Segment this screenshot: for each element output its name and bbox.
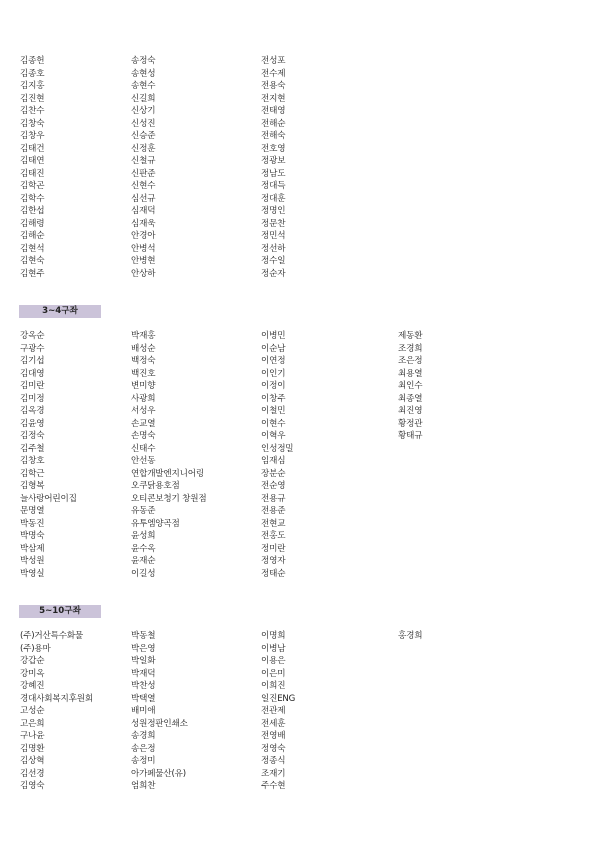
donor-name: 황태규 — [398, 431, 423, 441]
donor-name: 김명환 — [20, 743, 45, 754]
donor-name: 박영실 — [20, 568, 45, 579]
donor-name: 이현수 — [261, 418, 286, 429]
donor-section-3 — [0, 630, 600, 793]
donor-name: 오티콘보청기 창원점 — [131, 493, 207, 504]
donor-name: 강갑순 — [20, 656, 45, 666]
donor-name: 연합개발엔지니어링 — [131, 468, 204, 479]
donor-name: 김정숙 — [20, 431, 45, 441]
donor-name: 조은정 — [398, 356, 423, 366]
donor-name: 김미정 — [20, 393, 45, 404]
donor-name: 전성포 — [261, 56, 286, 66]
donor-row — [0, 693, 600, 706]
donor-name: 정순자 — [261, 268, 286, 279]
donor-name: 이용은 — [261, 656, 286, 666]
donor-name: 김대영 — [20, 368, 45, 379]
donor-row — [0, 380, 600, 393]
donor-name: 이병민 — [261, 331, 286, 341]
donor-name: 백진호 — [131, 368, 156, 379]
donor-row — [0, 493, 600, 506]
donor-name: 문명열 — [20, 506, 45, 516]
donor-name: 박명숙 — [20, 531, 45, 541]
donor-name: 김현석 — [20, 243, 45, 254]
donor-name: 신철규 — [131, 156, 156, 166]
donor-name: 정문찬 — [261, 218, 286, 229]
donor-name: 심재욱 — [131, 218, 156, 229]
donor-name: 최용열 — [398, 368, 423, 379]
donor-name: 전해순 — [261, 118, 286, 129]
donor-name: 늘사랑어린이집 — [20, 493, 77, 504]
donor-name: 안병석 — [131, 243, 156, 254]
donor-name: 김형복 — [20, 481, 45, 491]
donor-name: 전해숙 — [261, 131, 286, 141]
donor-name: 강미옥 — [20, 668, 45, 679]
donor-name: 손교열 — [131, 418, 156, 429]
donor-name: 제동환 — [398, 331, 423, 341]
donor-name: 안경아 — [131, 231, 156, 241]
donor-name: 신태수 — [131, 443, 156, 454]
donor-name: 고성순 — [20, 706, 45, 716]
donor-name: 일진ENG — [261, 693, 296, 704]
donor-row — [0, 518, 600, 531]
donor-row — [0, 193, 600, 206]
donor-row — [0, 130, 600, 143]
donor-name: 정종식 — [261, 756, 286, 766]
donor-name: 이길성 — [131, 568, 156, 579]
donor-name: 전태영 — [261, 106, 286, 116]
donor-name: 김현주 — [20, 268, 45, 279]
donor-name: 정남도 — [261, 168, 286, 179]
donor-row — [0, 655, 600, 668]
donor-name: 전용준 — [261, 506, 286, 516]
donor-name: 배미애 — [131, 706, 156, 716]
donor-row — [0, 268, 600, 281]
donor-name: 경대사회복지후원회 — [20, 693, 93, 704]
donor-name: 최종열 — [398, 393, 423, 404]
donor-name: 전홍도 — [261, 531, 286, 541]
donor-name: 정대득 — [261, 181, 286, 191]
donor-name: 김태연 — [20, 156, 45, 166]
donor-name: 손명숙 — [131, 431, 156, 441]
donor-name: 정대훈 — [261, 193, 286, 204]
donor-name: 박성원 — [20, 556, 45, 566]
donor-row — [0, 168, 600, 181]
donor-name: 아가페물산(유) — [131, 768, 186, 779]
donor-row — [0, 730, 600, 743]
donor-name: 김창숙 — [20, 118, 45, 129]
donor-name: 이병남 — [261, 643, 286, 654]
donor-row — [0, 105, 600, 118]
donor-name: 전지현 — [261, 93, 286, 104]
donor-name: 엄희찬 — [131, 781, 156, 791]
donor-name: 윤성희 — [131, 531, 156, 541]
donor-name: 정광보 — [261, 156, 286, 166]
donor-name: 송정미 — [131, 756, 156, 766]
donor-name: 이정이 — [261, 381, 286, 391]
donor-row — [0, 93, 600, 106]
donor-name: 정영숙 — [261, 743, 286, 754]
donor-row — [0, 680, 600, 693]
donor-grid-1 — [0, 55, 600, 280]
donor-name: 정민석 — [261, 231, 286, 241]
donor-name: 김창우 — [20, 131, 45, 141]
donor-name: 송정숙 — [131, 56, 156, 66]
donor-name: 신정훈 — [131, 143, 156, 154]
donor-name: 성원정판인쇄소 — [131, 718, 188, 729]
donor-name: 유투엠양곡점 — [131, 518, 180, 529]
donor-row — [0, 143, 600, 156]
donor-name: 이인기 — [261, 368, 286, 379]
donor-name: 신승준 — [131, 131, 156, 141]
donor-name: 김태진 — [20, 168, 45, 179]
donor-name: 오쿠닭용호점 — [131, 481, 180, 491]
donor-name: 정수일 — [261, 256, 286, 266]
donor-row — [0, 668, 600, 681]
donor-name: 구나윤 — [20, 731, 45, 741]
donor-row — [0, 155, 600, 168]
donor-name: 신길희 — [131, 93, 156, 104]
donor-name: 이연정 — [261, 356, 286, 366]
donor-name: 안선동 — [131, 456, 156, 466]
donor-row — [0, 205, 600, 218]
donor-name: 김학근 — [20, 468, 45, 479]
donor-name: 신성진 — [131, 118, 156, 129]
donor-row — [0, 405, 600, 418]
donor-name: 배성순 — [131, 343, 156, 354]
donor-name: (주)거산특수화물 — [20, 631, 84, 641]
donor-name: 전영배 — [261, 731, 286, 741]
donor-name: 김학수 — [20, 193, 45, 204]
donor-name: 전순영 — [261, 481, 286, 491]
donor-row — [0, 505, 600, 518]
donor-row — [0, 330, 600, 343]
donor-name: 정명인 — [261, 206, 286, 216]
donor-name: 정선하 — [261, 243, 286, 254]
donor-row — [0, 443, 600, 456]
donor-name: 김윤영 — [20, 418, 45, 429]
donor-name: 박찬성 — [131, 681, 156, 691]
donor-name: 구광수 — [20, 343, 45, 354]
donor-name: (주)용마 — [20, 643, 51, 654]
donor-name: 김진현 — [20, 93, 45, 104]
donor-name: 황정관 — [398, 418, 423, 429]
donor-name: 박동철 — [131, 631, 156, 641]
donor-name: 신판준 — [131, 168, 156, 179]
donor-name: 서성우 — [131, 406, 156, 416]
donor-name: 박동진 — [20, 518, 45, 529]
donor-section-1 — [0, 55, 600, 280]
section-heading-3-4: 3~4구좌 — [19, 305, 101, 318]
donor-name: 백정숙 — [131, 356, 156, 366]
donor-name: 김옥경 — [20, 406, 45, 416]
donor-name: 김태건 — [20, 143, 45, 154]
donor-name: 윤수옥 — [131, 543, 156, 554]
donor-name: 장분순 — [261, 468, 286, 479]
donor-name: 조재기 — [261, 768, 286, 779]
donor-row — [0, 705, 600, 718]
donor-name: 이혁우 — [261, 431, 286, 441]
donor-name: 강옥순 — [20, 331, 45, 341]
donor-name: 최인수 — [398, 381, 423, 391]
donor-row — [0, 718, 600, 731]
donor-row — [0, 343, 600, 356]
donor-name: 심선규 — [131, 193, 156, 204]
donor-name: 김학곤 — [20, 181, 45, 191]
donor-name: 전호영 — [261, 143, 286, 154]
donor-row — [0, 555, 600, 568]
donor-name: 김미란 — [20, 381, 45, 391]
donor-name: 최진영 — [398, 406, 423, 416]
donor-name: 김영숙 — [20, 781, 45, 791]
donor-name: 김종호 — [20, 68, 45, 79]
donor-name: 전용규 — [261, 493, 286, 504]
donor-name: 전세훈 — [261, 718, 286, 729]
section-heading-5-10: 5~10구좌 — [19, 605, 101, 618]
donor-name: 이명희 — [261, 631, 286, 641]
donor-name: 송현성 — [131, 68, 156, 79]
donor-name: 김해령 — [20, 218, 45, 229]
donor-name: 박일화 — [131, 656, 156, 666]
donor-name: 이순남 — [261, 343, 286, 354]
donor-row — [0, 455, 600, 468]
donor-name: 고은희 — [20, 718, 45, 729]
donor-grid-2 — [0, 330, 600, 580]
donor-name: 조경희 — [398, 343, 423, 354]
donor-name: 박재홍 — [131, 331, 156, 341]
donor-name: 박택열 — [131, 693, 156, 704]
donor-row — [0, 243, 600, 256]
donor-row — [0, 755, 600, 768]
donor-row — [0, 768, 600, 781]
donor-section-2 — [0, 330, 600, 580]
donor-name: 이은미 — [261, 668, 286, 679]
donor-name: 이희진 — [261, 681, 286, 691]
donor-grid-3 — [0, 630, 600, 793]
donor-name: 김창호 — [20, 456, 45, 466]
donor-name: 전관제 — [261, 706, 286, 716]
donor-name: 정태순 — [261, 568, 286, 579]
donor-row — [0, 568, 600, 581]
donor-row — [0, 430, 600, 443]
donor-name: 김지홍 — [20, 81, 45, 91]
donor-row — [0, 543, 600, 556]
donor-name: 전수제 — [261, 68, 286, 79]
donor-name: 윤재순 — [131, 556, 156, 566]
donor-name: 유동준 — [131, 506, 156, 516]
donor-row — [0, 218, 600, 231]
donor-name: 박은영 — [131, 643, 156, 654]
donor-row — [0, 468, 600, 481]
donor-name: 정미란 — [261, 543, 286, 554]
donor-name: 임재심 — [261, 456, 286, 466]
donor-name: 주수현 — [261, 781, 286, 791]
donor-name: 신상기 — [131, 106, 156, 116]
donor-name: 김현숙 — [20, 256, 45, 266]
donor-name: 이창주 — [261, 393, 286, 404]
donor-name: 김선경 — [20, 768, 45, 779]
donor-name: 김상혁 — [20, 756, 45, 766]
donor-row — [0, 630, 600, 643]
donor-row — [0, 368, 600, 381]
donor-name: 변미향 — [131, 381, 156, 391]
donor-name: 전현교 — [261, 518, 286, 529]
donor-name: 안병현 — [131, 256, 156, 266]
donor-name: 강혜진 — [20, 681, 45, 691]
donor-row — [0, 393, 600, 406]
donor-row — [0, 55, 600, 68]
donor-row — [0, 230, 600, 243]
donor-row — [0, 118, 600, 131]
donor-name: 김한섭 — [20, 206, 45, 216]
donor-row — [0, 643, 600, 656]
donor-name: 송경희 — [131, 731, 156, 741]
donor-name: 심재덕 — [131, 206, 156, 216]
donor-row — [0, 255, 600, 268]
donor-name: 신현수 — [131, 181, 156, 191]
donor-name: 정영자 — [261, 556, 286, 566]
donor-name: 김기섭 — [20, 356, 45, 366]
donor-name: 사광희 — [131, 393, 156, 404]
donor-row — [0, 68, 600, 81]
donor-name: 이철민 — [261, 406, 286, 416]
donor-name: 홍경희 — [398, 631, 423, 641]
donor-row — [0, 530, 600, 543]
donor-row — [0, 418, 600, 431]
donor-row — [0, 80, 600, 93]
donor-name: 박재덕 — [131, 668, 156, 679]
donor-row — [0, 743, 600, 756]
donor-name: 전용숙 — [261, 81, 286, 91]
donor-name: 박삼제 — [20, 543, 45, 554]
donor-name: 김주철 — [20, 443, 45, 454]
donor-name: 김종헌 — [20, 56, 45, 66]
donor-row — [0, 480, 600, 493]
donor-name: 김찬수 — [20, 106, 45, 116]
donor-name: 송현수 — [131, 81, 156, 91]
donor-name: 인성정밀 — [261, 443, 294, 454]
donor-name: 송은정 — [131, 743, 156, 754]
donor-name: 김해순 — [20, 231, 45, 241]
donor-name: 안상하 — [131, 268, 156, 279]
donor-row — [0, 355, 600, 368]
donor-row — [0, 780, 600, 793]
donor-row — [0, 180, 600, 193]
